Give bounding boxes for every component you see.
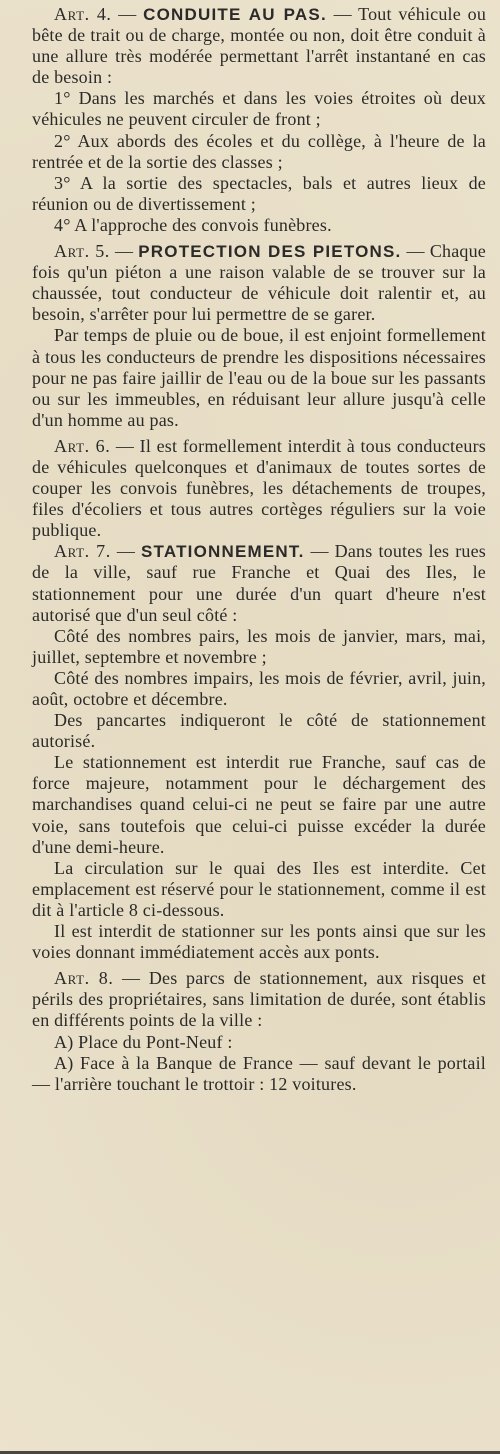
article-8-label: Art. 8. bbox=[54, 968, 114, 989]
article-8-intro bbox=[32, 968, 486, 1031]
article-7-dash: — bbox=[110, 541, 141, 562]
article-4-dash: — bbox=[111, 4, 144, 24]
article-7-paragraph-quai: La circulation sur le quai des Iles est interdite. Cet emplacement est réservé pour le stationnement, comme il est dit à l'article 8 ci-dessous. bbox=[32, 857, 486, 920]
article-5-label: Art. 5. bbox=[54, 241, 110, 262]
article-4-text: — Tout véhicule ou bête de trait ou de charge, montée ou non, doit être conduit à une allure très modérée permettant l'arrêt instantané en cas de besoin : bbox=[32, 4, 487, 88]
article-8-subitem: A) Face à la Banque de France — sauf devant le portail — l'arrière touchant le trottoir : 12 voitures. bbox=[32, 1052, 486, 1094]
article-4-item-2: 2° Aux abords des écoles et du collège, à l'heure de la rentrée et de la sortie des classes ; bbox=[32, 130, 486, 172]
article-5-heading: PROTECTION DES PIETONS. bbox=[138, 242, 402, 262]
article-7-intro bbox=[32, 541, 486, 625]
article-5-paragraph-2: Par temps de pluie ou de boue, il est enjoint formellement à tous les conducteurs de prendre les dispositions nécessaires pour ne pas faire jaillir de l'eau ou de la boue sur les passants ou sur les immeubles, en réduisant leur allure jusqu'à celle d'un homme au pas. bbox=[32, 325, 486, 430]
article-6 bbox=[32, 436, 486, 541]
article-7-heading: STATIONNEMENT. bbox=[141, 542, 305, 562]
article-7-paragraph-bridges: Il est interdit de stationner sur les ponts ainsi que sur les voies donnant immédiatement accès aux ponts. bbox=[32, 921, 486, 963]
article-4-item-3: 3° A la sortie des spectacles, bals et autres lieux de réunion ou de divertissement ; bbox=[32, 172, 486, 214]
article-5-text: — Chaque fois qu'un piéton a une raison valable de se trouver sur la chaussée, tout conducteur de véhicule doit ralentir et, au besoin, s'arrêter pour lui permettre de se garer. bbox=[32, 241, 487, 325]
article-4-label: Art. 4. bbox=[54, 4, 112, 24]
article-7-paragraph-even-side: Côté des nombres pairs, les mois de janvier, mars, mai, juillet, septembre et novembre ; bbox=[32, 625, 486, 667]
article-7-paragraph-signs: Des pancartes indiqueront le côté de stationnement autorisé. bbox=[32, 710, 486, 752]
article-5-dash: — bbox=[109, 241, 139, 262]
article-6-text: — Il est formellement interdit à tous conducteurs de véhicules quelconques et d'animaux de toutes sortes de couper les convois funèbres, les détachements de troupes, files d'écoliers et tous autres cortèges réguliers sur la voie publique. bbox=[32, 435, 486, 541]
article-4-heading: CONDUITE AU PAS. bbox=[143, 5, 327, 24]
article-8-text: — Des parcs de stationnement, aux risques et périls des propriétaires, sans limitation de durée, sont établis en différents points de la ville : bbox=[32, 968, 487, 1031]
article-5-intro bbox=[32, 241, 486, 325]
article-7-paragraph-rue-franche: Le stationnement est interdit rue Franche, sauf cas de force majeure, notamment pour le déchargement des marchandises quand celui-ci ne peut se faire par une autre voie, sans toutefois que celui-ci puisse excéder la durée d'une demi-heure. bbox=[32, 752, 486, 857]
article-4-intro bbox=[32, 4, 486, 88]
article-6-label: Art. 6. bbox=[54, 435, 111, 456]
article-8-place: A) Place du Pont-Neuf : bbox=[54, 1031, 233, 1052]
article-7-text: — Dans toutes les rues de la ville, sauf rue Franche et Quai des Iles, le stationnement pour une durée d'un quart d'heure n'est autorisé que d'un seul côté : bbox=[32, 541, 486, 625]
article-4-item-1: 1° Dans les marchés et dans les voies étroites où deux véhicules ne peuvent circuler de front ; bbox=[32, 88, 486, 130]
article-7-paragraph-odd-side: Côté des nombres impairs, les mois de février, avril, juin, août, octobre et décembre. bbox=[32, 667, 486, 709]
article-4-item-4: 4° A l'approche des convois funèbres. bbox=[54, 214, 332, 235]
article-7-label: Art. 7. bbox=[54, 541, 111, 562]
